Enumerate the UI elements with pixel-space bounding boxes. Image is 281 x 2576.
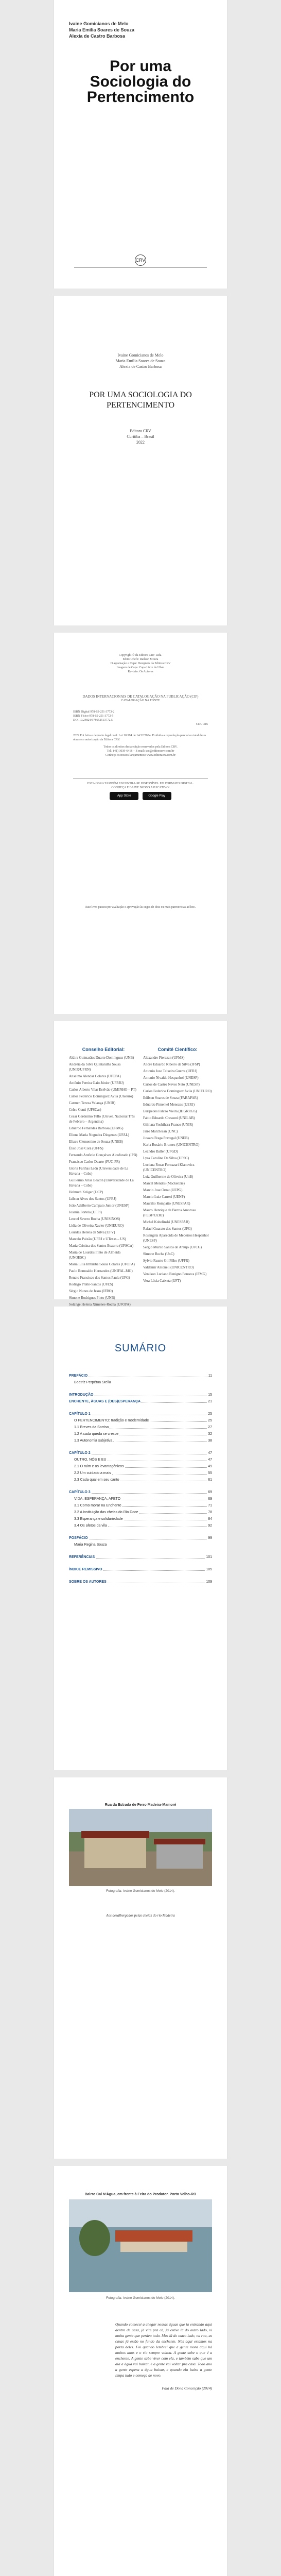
committee-member: Vera Lúcia Caixeta (UFT) — [143, 1279, 181, 1283]
building-shape — [84, 1837, 146, 1868]
toc-entry-label: Beatriz Perpétua Stella — [74, 1381, 111, 1384]
committee-member: Antonio Jose Teixeira Guerra (UFRJ) — [143, 1069, 198, 1073]
council-member: Eduardo Fernandes Barbosa (UFMG) — [69, 1126, 124, 1130]
committee-member: Carlos de Castro Neves Neto (UNESP) — [143, 1082, 200, 1087]
toc-entry[interactable] — [69, 1425, 212, 1430]
toc-entry-page: 21 — [208, 1400, 212, 1403]
app-promo-title: ESTA OBRA TAMBÉM ENCONTRA-SE DISPONÍVEL EM FORMATO DIGITAL. — [87, 782, 194, 785]
copyright-block — [73, 653, 208, 674]
copyright-line: Revisão: Os Autores — [128, 670, 153, 673]
toc-spacer — [69, 1561, 212, 1566]
toc-spacer — [69, 1549, 212, 1553]
committee-member: Andre Eduardo Ribeiro da Silva (IFSP) — [143, 1062, 200, 1066]
council-member: Anselmo Alencar Colares (UFOPA) — [69, 1074, 121, 1078]
toc-entry[interactable] — [69, 1579, 212, 1585]
council-columns — [69, 1047, 212, 1329]
toc-entry[interactable] — [69, 1380, 212, 1385]
committee-member: Marcio Jose Ornat (UEPG) — [143, 1188, 183, 1192]
council-member: Maria de Lourdes Pinto de Almeida (UNOESC) — [69, 1250, 121, 1260]
toc-entry-page: 25 — [208, 1419, 212, 1422]
catalog-subtitle: CATALOGAÇÃO NA FONTE — [121, 699, 160, 702]
committee-member: Lysa Caroline Da Silva (UFSC) — [143, 1156, 189, 1160]
toc-entry-page: 71 — [208, 1504, 212, 1507]
publication-year: 2022 — [136, 440, 145, 445]
toc-entry-page: 47 — [208, 1458, 212, 1462]
toc-entry-page: 61 — [208, 1478, 212, 1482]
toc-entry[interactable] — [69, 1464, 212, 1469]
toc-entry-label: SOBRE OS AUTORES — [69, 1580, 107, 1584]
toc-leader-dots — [103, 1570, 205, 1571]
cover-page — [53, 0, 228, 289]
toc-entry-label: 2.2 Um cuidado a mais — [74, 1471, 111, 1475]
cover-authors — [69, 21, 212, 39]
cdu: CDU 316 — [196, 723, 208, 726]
wall-shape — [120, 2242, 187, 2252]
toc-entry-label: O PERTENCIMENTO: tradição e modernidade — [74, 1419, 149, 1422]
committee-member: Leandro Baller (UFGD) — [143, 1149, 178, 1154]
scientific-committee — [143, 1047, 212, 1329]
photo-title: Bairro Cai N'Água, em frente à Feira do Produtor. Porto Velho-RO — [84, 2193, 197, 2196]
council-member: Maria Lília Imbiriba Sousa Colares (UFOPA) — [69, 1262, 135, 1266]
toc-entry-page: 84 — [208, 1517, 212, 1521]
toc-entry-page: 105 — [206, 1568, 212, 1571]
committee-member: Fabio Eduardo Cressoni (UNILAB) — [143, 1116, 195, 1120]
council-page — [53, 1021, 228, 1307]
toc-entry-label: 1.1 Breves da Sorriso — [74, 1426, 109, 1429]
toc-entry-page: 25 — [208, 1412, 212, 1416]
toc-leader-dots — [92, 1493, 207, 1494]
committee-member: Euripedes Falcao Vieira (IHGRRGS) — [143, 1109, 197, 1113]
committee-member: Jairo Marchesan (UNC) — [143, 1129, 178, 1133]
toc-entry[interactable] — [69, 1542, 212, 1548]
toc-spacer — [69, 1573, 212, 1578]
council-member: Aldira Guimarães Duarte Domínguez (UNB) — [69, 1056, 134, 1060]
copyright-page — [53, 633, 228, 1014]
toc-entry-label: INTRODUÇÃO — [69, 1393, 94, 1397]
toc-entry[interactable] — [69, 1523, 212, 1529]
contact-line: Tel.: (41) 3039-6418 – E-mail: sac@editoracrv.com.br — [107, 750, 174, 753]
toc-entry[interactable] — [69, 1496, 212, 1502]
rights-notice: 2022 Foi feito o depósito legal conf. Lei 10.994 de 14/12/2004. Proibida a reprodução parcial ou total desta obra sem autorização da Editora CRV. — [73, 734, 206, 741]
toc-leader-dots — [142, 1402, 207, 1403]
dedication-note: Aos desalbergados pelas cheias do rio Madeira — [106, 1913, 175, 1918]
council-member: Paulo Romualdo Hernandes (UNIFAL-MG) — [69, 1269, 133, 1273]
council-member: Solange Helena Ximenes-Rocha (UFOPA) — [69, 1302, 131, 1307]
committee-member: Karla Rosário Brumes (UNICENTRO) — [143, 1143, 200, 1147]
council-member: Simone Rodrigues Pinto (UNB) — [69, 1296, 115, 1300]
toc-entry-label: CAPÍTULO 1 — [69, 1412, 91, 1416]
council-member: Antônio Pereira Gaio Júnior (UFRRJ) — [69, 1081, 124, 1085]
toc-entry-label: 3.1 Como morar na Enchente — [74, 1504, 121, 1507]
toc-entry-label: 2.3 Cada qual em seu canto — [74, 1478, 119, 1482]
council-member: Fernando Antônio Gonçalves Alcoforado (IPB) — [69, 1153, 137, 1157]
toc-entry[interactable] — [69, 1489, 212, 1495]
review-note: Este livro passou por avaliação e aprovação às cegas de dois ou mais pareceristas ad hoc. — [85, 906, 196, 909]
committee-member: Luciana Rosar Fornazari Klanovicz (UNICENTRO) — [143, 1163, 195, 1172]
committee-member: Sylvio Fausto Gil Filho (UFPR) — [143, 1259, 189, 1263]
toc-entry-label: 3.4 Os afetos da vila — [74, 1524, 107, 1528]
committee-member: Rafael Guarato dos Santos (UFG) — [143, 1227, 192, 1231]
toc-entry-label: REFERÊNCIAS — [69, 1555, 95, 1559]
publisher-city: Curitiba – Brasil — [127, 434, 154, 439]
isbn-print: ISBN Físico 978-65-251-3772-5 — [73, 715, 114, 718]
photo-caption: Fotografia: Ivaine Gomicianos de Melo (2014). — [106, 1889, 175, 1893]
toc-entry-page: 69 — [208, 1490, 212, 1494]
isbn-digital: ISBN Digital 978-65-251-3773-2 — [73, 710, 115, 714]
toc-page — [53, 1307, 228, 1770]
toc-leader-dots — [150, 1421, 207, 1422]
toc-list — [69, 1373, 212, 1585]
toc-entry[interactable] — [69, 1535, 212, 1541]
google-play-badge[interactable]: Google Play — [143, 792, 171, 800]
committee-list — [143, 1055, 212, 1283]
council-member: Carmen Tereza Velanga (UNIR) — [69, 1101, 116, 1105]
council-member: Helmuth Krüger (UCP) — [69, 1190, 103, 1194]
committee-member: Maurilio Rompatto (UNESPAR) — [143, 1201, 190, 1206]
author-name: Ivaine Gomicianos de Melo — [117, 353, 164, 358]
toc-entry-page: 27 — [208, 1426, 212, 1429]
app-store-badge[interactable]: App Store — [110, 792, 138, 800]
toc-entry-page: 78 — [208, 1511, 212, 1514]
title-page — [53, 296, 228, 625]
toc-entry[interactable] — [69, 1477, 212, 1483]
title-page-authors — [74, 352, 207, 369]
app-promo-subtitle: CONHEÇA E BAIXE NOSSO APLICATIVO! — [111, 786, 170, 789]
building-shape — [156, 1844, 203, 1869]
toc-leader-dots — [125, 1467, 207, 1468]
toc-entry-page: 109 — [206, 1580, 212, 1584]
council-member: Carlos Alberto Vilar Estêvão (UMINHO – PT) — [69, 1088, 136, 1092]
epigraph-quote: Quando comecei a chegar nessas águas que ia entrando aqui dentro de casa, já vim pra cá, já estive lá do outro lado, vi muita gente que perdeu tudo. Mas lá do outro lado, na rua, as casas já estão no fundo da enchente. Nós aqui estamos na porta deles. Foi quando lembrei que a gente mora aqui há muitos anos e o rio sempre voltou. A gente sabe o que é a enchente. A gente sabe viver com ela, e também sabe que um dia a água vai baixar, e a gente vai voltar pra casa. Todo ano a gente espera a água baixar, e quando ela baixa a gente limpa tudo e começa de novo. — [115, 2322, 212, 2378]
copyright-line: Copyright © da Editora CRV Ltda. — [119, 654, 162, 657]
committee-member: Sergio Murilo Santos de Araújo (UFCG) — [143, 1245, 202, 1249]
toc-entry-label: 3.3 Esperança e solidariedade — [74, 1517, 123, 1521]
dedication-page — [53, 1777, 228, 2159]
publisher-name: Editora CRV — [130, 429, 151, 433]
tree-shape — [79, 2220, 110, 2256]
toc-entry-page: 15 — [208, 1393, 212, 1397]
toc-entry-page: 49 — [208, 1465, 212, 1468]
toc-spacer — [69, 1405, 212, 1410]
toc-entry[interactable] — [69, 1450, 212, 1456]
council-member: Lídia de Oliveira Xavier (UNIEURO) — [69, 1224, 124, 1228]
catalog-record — [73, 710, 208, 726]
toc-entry-label: VIDA, ESPERANÇA, AFETO — [74, 1497, 121, 1501]
editorial-council — [69, 1047, 138, 1329]
toc-entry-label: 2.1 O ruim e os levantagênicos — [74, 1465, 124, 1468]
toc-entry-page: 38 — [208, 1439, 212, 1443]
committee-member: Michel Kobelinski (UNESPAR) — [143, 1220, 189, 1224]
cover-title: Por uma Sociologia do Pertencimento — [86, 58, 195, 106]
toc-entry[interactable] — [69, 1431, 212, 1437]
rights-address: Todos os direitos desta edição reservados pela Editora CRV. — [103, 745, 178, 749]
toc-entry-label: OUTRO, NÓS E EU — [74, 1458, 107, 1462]
council-member: Carlos Federico Dominguez Avila (Unieuro) — [69, 1094, 133, 1098]
toc-entry[interactable] — [69, 1418, 212, 1423]
toc-entry-page: 55 — [208, 1471, 212, 1475]
committee-member: Gilmara Yoshihara Franco (UNIR) — [143, 1123, 194, 1127]
council-member: Cesar Gerónimo Tello (Univer. Nacional Três de Febrero – Argentina) — [69, 1114, 135, 1124]
committee-member: Jussara Fraga Portugal (UNEB) — [143, 1136, 189, 1140]
site-line: Conheça os nossos lançamentos: www.editoracrv.com.br — [105, 754, 176, 757]
committee-member: Venilson Luciano Benigno Fonseca (IFMG) — [143, 1272, 207, 1276]
roof-shape — [115, 2230, 192, 2242]
author-name: Alexia de Castro Barbosa — [119, 364, 162, 369]
council-member: João Adalberto Campato Junior (UNESP) — [69, 1204, 130, 1208]
title-page-title: POR UMA SOCIOLOGIA DO PERTENCIMENTO — [89, 391, 192, 410]
author-name: Alexia de Castro Barbosa — [69, 33, 126, 39]
doi: DOI 10.24824/978652513772.5 — [73, 719, 113, 722]
council-member: Sérgio Nunes de Jesus (IFRO) — [69, 1289, 113, 1293]
council-member: Guillermo Arias Beatón (Universidade de La Havana – Cuba) — [69, 1178, 134, 1188]
photo-caption: Fotografia: Ivaine Gomicianos de Melo (2014). — [106, 2296, 175, 2300]
council-member: Renato Francisco dos Santos Paula (UFG) — [69, 1276, 130, 1280]
toc-entry-page: 47 — [208, 1451, 212, 1455]
toc-spacer — [69, 1484, 212, 1488]
committee-member: Simone Rocha (UnC) — [143, 1252, 174, 1256]
council-member: Celso Conti (UFSCar) — [69, 1108, 101, 1112]
epigraph-source: Fala de Dona Conceição (2014) — [162, 2386, 212, 2391]
council-member: Jailson Alves dos Santos (UFRJ) — [69, 1197, 116, 1201]
photo-title: Rua da Estrada de Ferro Madeira-Mamoré — [104, 1803, 177, 1807]
council-member: Maria Cristina dos Santos Bezerra (UFSCar) — [69, 1244, 134, 1248]
council-member: Élsio José Corá (UFFS) — [69, 1146, 103, 1150]
author-name: Maria Emilia Soares de Souza — [69, 27, 135, 32]
divider — [74, 267, 207, 268]
committee-member: Eduardo Pimentel Menezes (UERJ) — [143, 1103, 195, 1107]
toc-entry[interactable] — [69, 1470, 212, 1476]
committee-member: Valdemir Antoneli (UNICENTRO) — [143, 1265, 194, 1269]
toc-entry[interactable] — [69, 1457, 212, 1463]
committee-member: Luiz Guilherme de Oliveira (UnB) — [143, 1175, 194, 1179]
toc-entry[interactable] — [69, 1516, 212, 1522]
toc-entry-label: CAPÍTULO 2 — [69, 1451, 91, 1455]
toc-spacer — [69, 1445, 212, 1449]
catalog-title: DADOS INTERNACIONAIS DE CATALOGAÇÃO NA PUBLICAÇÃO (CIP) — [82, 694, 199, 699]
toc-spacer — [69, 1386, 212, 1391]
committee-member: Marcio Luiz Carreri (UENP) — [143, 1195, 185, 1199]
toc-heading: SUMÁRIO — [114, 1343, 167, 1354]
council-member: Elizeu Clementino de Souza (UNEB) — [69, 1140, 123, 1144]
toc-leader-dots — [122, 1506, 207, 1507]
council-member: Andréia da Silva Quintanilha Sousa (UNIR/UFRN) — [69, 1062, 121, 1072]
committee-member: Alexandre Pierezan (UFMS) — [143, 1056, 185, 1060]
toc-entry-label: Maria Regina Souza — [74, 1543, 107, 1547]
toc-entry-label: PREFÁCIO — [69, 1374, 88, 1378]
council-member: Francisco Carlos Duarte (PUC-PR) — [69, 1160, 120, 1164]
council-member: Rodrigo Pratte-Santos (UFES) — [69, 1282, 113, 1286]
committee-member: Marcel Mendes (Mackenzie) — [143, 1181, 185, 1185]
toc-entry[interactable] — [69, 1554, 212, 1560]
toc-entry[interactable] — [69, 1411, 212, 1417]
toc-spacer — [69, 1530, 212, 1534]
copyright-line: Imagem de Capa: Capa Livre da Ufsm — [116, 666, 165, 669]
toc-entry[interactable] — [69, 1510, 212, 1515]
publisher-logo — [135, 255, 146, 266]
author-name: Maria Emilia Soares de Souza — [115, 359, 166, 363]
committee-member: Rosangela Aparecida de Medeiros Hespanhol (UNESP) — [143, 1233, 209, 1243]
committee-heading: Comitê Científico: — [157, 1047, 198, 1052]
council-member: Leonel Severo Rocha (UNISINOS) — [69, 1217, 120, 1221]
toc-entry-label: ENCHENTE, ÁGUAS E (DES)ESPERANÇA — [69, 1400, 141, 1403]
committee-member: Edilson Soares de Souza (FABAPAR) — [143, 1096, 198, 1100]
toc-leader-dots — [110, 1428, 207, 1429]
toc-entry-label: ÍNDICE REMISSIVO — [69, 1568, 102, 1571]
committee-member: Carlos Federico Dominguez Avila (UNIEURO) — [143, 1089, 212, 1093]
toc-entry-page: 92 — [208, 1524, 212, 1528]
toc-entry-label: POSFÁCIO — [69, 1536, 88, 1540]
council-member: Lourdes Helena da Silva (UFV) — [69, 1230, 115, 1234]
app-promo — [73, 778, 208, 802]
toc-entry[interactable] — [69, 1392, 212, 1398]
toc-entry-label: 3.2 A instituição das cheias do Rio Doce — [74, 1511, 138, 1514]
toc-entry[interactable] — [69, 1438, 212, 1444]
toc-entry[interactable] — [69, 1567, 212, 1572]
toc-entry[interactable] — [69, 1373, 212, 1379]
council-heading: Conselho Editorial: — [82, 1047, 125, 1052]
toc-entry[interactable] — [69, 1503, 212, 1509]
toc-entry-page: 99 — [208, 1536, 212, 1540]
council-member: Elione Maria Nogueira Diogenes (UFAL) — [69, 1133, 129, 1137]
toc-entry-label: 1.2 A cada queda se cresce — [74, 1432, 119, 1436]
copyright-line: Editor-chefe: Railson Moura — [122, 658, 159, 661]
toc-entry-page: 101 — [206, 1555, 212, 1559]
epigraph-page — [53, 2166, 228, 2576]
publisher-logo-text: CRV — [135, 258, 146, 263]
author-name: Ivaine Gomicianos de Melo — [69, 21, 129, 26]
copyright-line: Diagramação e Capa: Designers da Editora CRV — [110, 662, 171, 665]
council-list — [69, 1055, 138, 1327]
toc-entry-label: 1.3 Autonomia subjetiva — [74, 1439, 113, 1443]
flood-street-photo — [69, 1809, 212, 1886]
toc-entry-page: 69 — [208, 1497, 212, 1501]
council-member: Marcelo Paixão (UFRJ e UTexas – US) — [69, 1237, 126, 1241]
toc-leader-dots — [139, 1513, 207, 1514]
toc-entry-page: 11 — [208, 1374, 212, 1378]
toc-entry-page: 32 — [208, 1432, 212, 1436]
flooded-neighborhood-photo — [69, 2199, 212, 2292]
committee-member: Mauro Henrique de Barros Amoroso (FEBF/UERJ) — [143, 1208, 196, 1217]
toc-entry[interactable] — [69, 1399, 212, 1404]
council-member: Josania Portela (UFPI) — [69, 1210, 102, 1214]
toc-entry-label: CAPÍTULO 3 — [69, 1490, 91, 1494]
committee-member: Antonio Nivaldo Hespanhol (UNESP) — [143, 1076, 199, 1080]
council-member: Gloria Fariñas León (Universidade de La Havana – Cuba) — [69, 1166, 129, 1176]
toc-leader-dots — [112, 1474, 207, 1475]
